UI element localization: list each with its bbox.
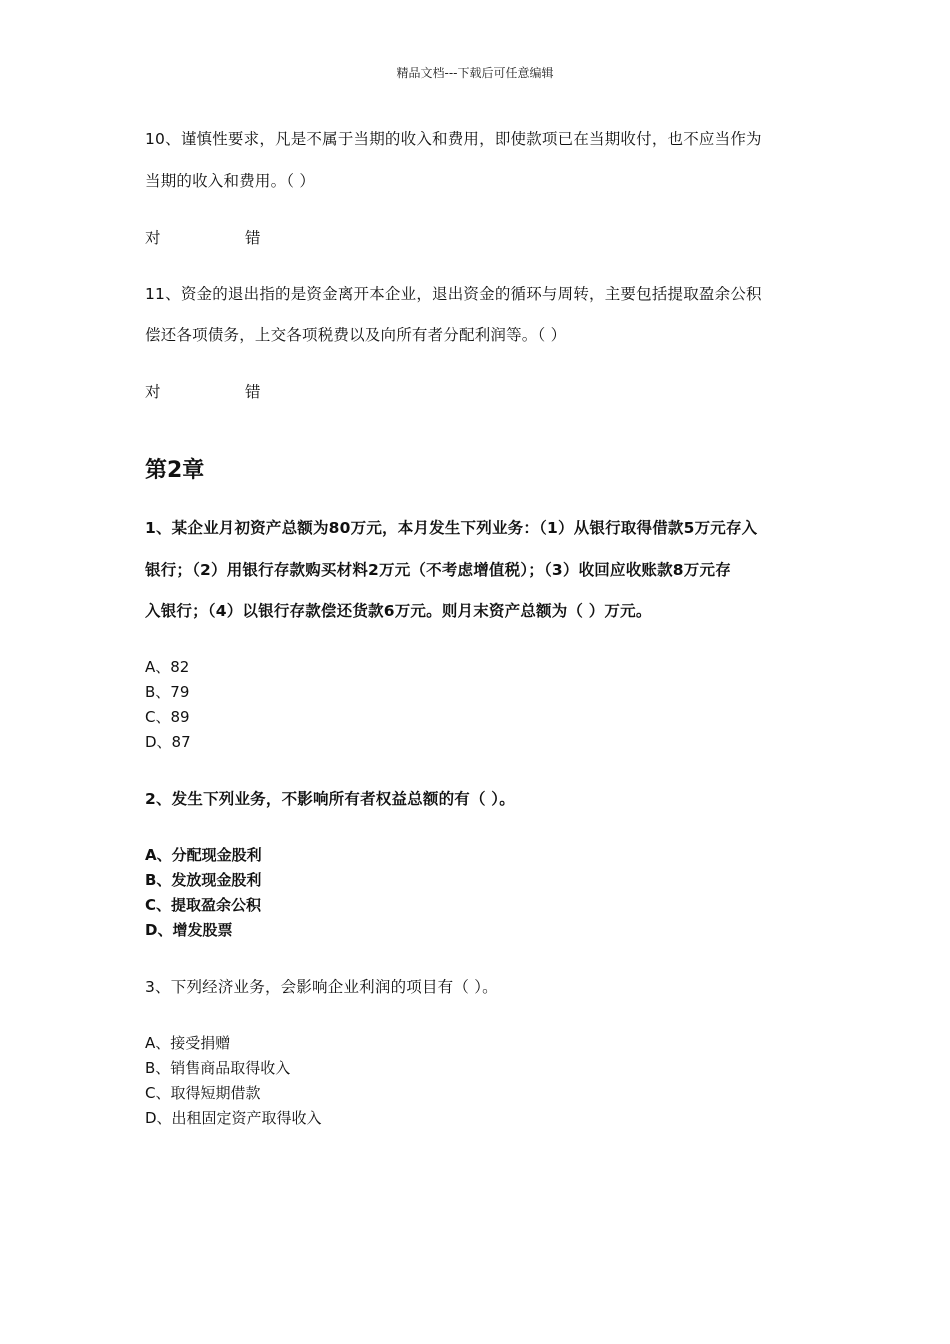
c2q1-option-a: A、82: [145, 658, 190, 676]
c2q1-option-d: D、87: [145, 733, 191, 751]
c2q3-text-line1: 3、下列经济业务，会影响企业利润的项目有（ ）。: [145, 978, 498, 996]
c2q3-option-b: B、销售商品取得收入: [145, 1059, 291, 1077]
q10-text-line2: 当期的收入和费用。（ ）: [145, 172, 316, 190]
c2q2-option-b: B、发放现金股利: [145, 871, 262, 889]
c2q2-text-line1: 2、发生下列业务，不影响所有者权益总额的有（ ）。: [145, 790, 515, 808]
c2q3-option-d: D、出租固定资产取得收入: [145, 1109, 322, 1127]
c2q3-option-c: C、取得短期借款: [145, 1084, 261, 1102]
c2q2-option-d: D、增发股票: [145, 921, 233, 939]
q11-text-line2: 偿还各项债务，上交各项税费以及向所有者分配利润等。（ ）: [145, 326, 567, 344]
q10-false-option: 错: [245, 229, 261, 247]
c2q3-option-a: A、接受捐赠: [145, 1034, 231, 1052]
q11-false-option: 错: [245, 383, 261, 401]
chapter-heading: 第2章: [145, 458, 205, 483]
c2q1-option-b: B、79: [145, 683, 190, 701]
q10-text-line1: 10、谨慎性要求，凡是不属于当期的收入和费用，即使款项已在当期收付，也不应当作为: [145, 130, 762, 148]
c2q1-option-c: C、89: [145, 708, 190, 726]
q11-true-option: 对: [145, 383, 161, 401]
c2q2-option-a: A、分配现金股利: [145, 846, 262, 864]
page-header: 精品文档---下载后可任意编辑: [396, 66, 554, 80]
q10-true-option: 对: [145, 229, 161, 247]
q11-text-line1: 11、资金的退出指的是资金离开本企业，退出资金的循环与周转，主要包括提取盈余公积: [145, 285, 762, 303]
c2q1-text-line1: 1、某企业月初资产总额为80万元，本月发生下列业务：（1）从银行取得借款5万元存入: [145, 519, 758, 537]
c2q2-option-c: C、提取盈余公积: [145, 896, 262, 914]
c2q1-text-line3: 入银行；（4）以银行存款偿还货款6万元。则月末资产总额为（ ）万元。: [145, 602, 652, 620]
c2q1-text-line2: 银行；（2）用银行存款购买材料2万元（不考虑增值税）；（3）收回应收账款8万元存: [145, 561, 731, 579]
